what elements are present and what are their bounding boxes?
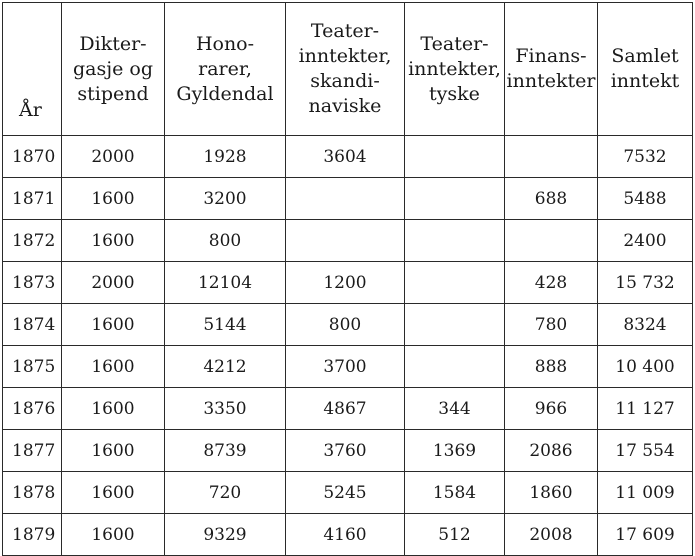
cell-year: 1874 xyxy=(3,304,62,346)
cell-theatre-german: 512 xyxy=(405,514,505,556)
cell-theatre-german: 1584 xyxy=(405,472,505,514)
cell-total-income: 10 400 xyxy=(598,346,693,388)
cell-poet-salary-stipend: 1600 xyxy=(62,514,165,556)
cell-year: 1877 xyxy=(3,430,62,472)
cell-theatre-scandinavian: 800 xyxy=(286,304,405,346)
cell-theatre-scandinavian: 5245 xyxy=(286,472,405,514)
cell-poet-salary-stipend: 1600 xyxy=(62,430,165,472)
cell-year: 1871 xyxy=(3,178,62,220)
cell-royalties-gyldendal: 12104 xyxy=(165,262,286,304)
table-row xyxy=(3,514,693,556)
table-row xyxy=(3,388,693,430)
header-financial-income: Finans- inntekter xyxy=(505,3,598,136)
cell-financial-income: 1860 xyxy=(505,472,598,514)
header-theatre-scandinavian: Teater- inntekter, skandi- naviske xyxy=(286,3,405,136)
table-row xyxy=(3,304,693,346)
table-row xyxy=(3,220,693,262)
table-row xyxy=(3,472,693,514)
cell-year: 1879 xyxy=(3,514,62,556)
cell-royalties-gyldendal: 5144 xyxy=(165,304,286,346)
cell-royalties-gyldendal: 4212 xyxy=(165,346,286,388)
cell-royalties-gyldendal: 9329 xyxy=(165,514,286,556)
cell-theatre-german xyxy=(405,220,505,262)
cell-theatre-scandinavian: 4867 xyxy=(286,388,405,430)
cell-theatre-scandinavian: 3760 xyxy=(286,430,405,472)
cell-theatre-german xyxy=(405,304,505,346)
cell-theatre-german xyxy=(405,346,505,388)
header-year: År xyxy=(3,3,62,136)
income-table xyxy=(2,2,693,556)
cell-total-income: 17 609 xyxy=(598,514,693,556)
cell-royalties-gyldendal: 800 xyxy=(165,220,286,262)
cell-poet-salary-stipend: 1600 xyxy=(62,388,165,430)
cell-poet-salary-stipend: 2000 xyxy=(62,262,165,304)
header-row xyxy=(3,3,693,136)
cell-total-income: 8324 xyxy=(598,304,693,346)
cell-poet-salary-stipend: 1600 xyxy=(62,346,165,388)
cell-royalties-gyldendal: 1928 xyxy=(165,136,286,178)
header-total-income: Samlet inntekt xyxy=(598,3,693,136)
header-theatre-german: Teater- inntekter, tyske xyxy=(405,3,505,136)
cell-financial-income: 2008 xyxy=(505,514,598,556)
cell-royalties-gyldendal: 3200 xyxy=(165,178,286,220)
cell-total-income: 7532 xyxy=(598,136,693,178)
cell-year: 1878 xyxy=(3,472,62,514)
cell-poet-salary-stipend: 1600 xyxy=(62,472,165,514)
cell-theatre-german xyxy=(405,178,505,220)
cell-year: 1870 xyxy=(3,136,62,178)
cell-total-income: 5488 xyxy=(598,178,693,220)
cell-theatre-german xyxy=(405,262,505,304)
table-row xyxy=(3,136,693,178)
cell-financial-income: 688 xyxy=(505,178,598,220)
cell-royalties-gyldendal: 8739 xyxy=(165,430,286,472)
cell-theatre-scandinavian: 1200 xyxy=(286,262,405,304)
cell-theatre-scandinavian: 3700 xyxy=(286,346,405,388)
cell-theatre-german xyxy=(405,136,505,178)
cell-financial-income xyxy=(505,136,598,178)
table-body xyxy=(3,136,693,556)
header-royalties-gyldendal: Hono- rarer, Gyldendal xyxy=(165,3,286,136)
cell-theatre-scandinavian xyxy=(286,178,405,220)
cell-poet-salary-stipend: 1600 xyxy=(62,178,165,220)
cell-royalties-gyldendal: 720 xyxy=(165,472,286,514)
cell-theatre-scandinavian xyxy=(286,220,405,262)
cell-financial-income: 888 xyxy=(505,346,598,388)
cell-year: 1876 xyxy=(3,388,62,430)
cell-theatre-german: 344 xyxy=(405,388,505,430)
cell-financial-income: 966 xyxy=(505,388,598,430)
cell-year: 1873 xyxy=(3,262,62,304)
header-poet-salary-stipend: Dikter- gasje og stipend xyxy=(62,3,165,136)
cell-royalties-gyldendal: 3350 xyxy=(165,388,286,430)
cell-total-income: 2400 xyxy=(598,220,693,262)
table-row xyxy=(3,346,693,388)
cell-total-income: 17 554 xyxy=(598,430,693,472)
cell-total-income: 11 009 xyxy=(598,472,693,514)
cell-total-income: 11 127 xyxy=(598,388,693,430)
cell-theatre-scandinavian: 3604 xyxy=(286,136,405,178)
table-row xyxy=(3,178,693,220)
cell-financial-income: 428 xyxy=(505,262,598,304)
cell-financial-income: 780 xyxy=(505,304,598,346)
table-row xyxy=(3,262,693,304)
cell-financial-income xyxy=(505,220,598,262)
cell-poet-salary-stipend: 1600 xyxy=(62,220,165,262)
table-row xyxy=(3,430,693,472)
cell-poet-salary-stipend: 1600 xyxy=(62,304,165,346)
cell-poet-salary-stipend: 2000 xyxy=(62,136,165,178)
cell-theatre-scandinavian: 4160 xyxy=(286,514,405,556)
cell-year: 1872 xyxy=(3,220,62,262)
cell-theatre-german: 1369 xyxy=(405,430,505,472)
cell-financial-income: 2086 xyxy=(505,430,598,472)
cell-total-income: 15 732 xyxy=(598,262,693,304)
cell-year: 1875 xyxy=(3,346,62,388)
